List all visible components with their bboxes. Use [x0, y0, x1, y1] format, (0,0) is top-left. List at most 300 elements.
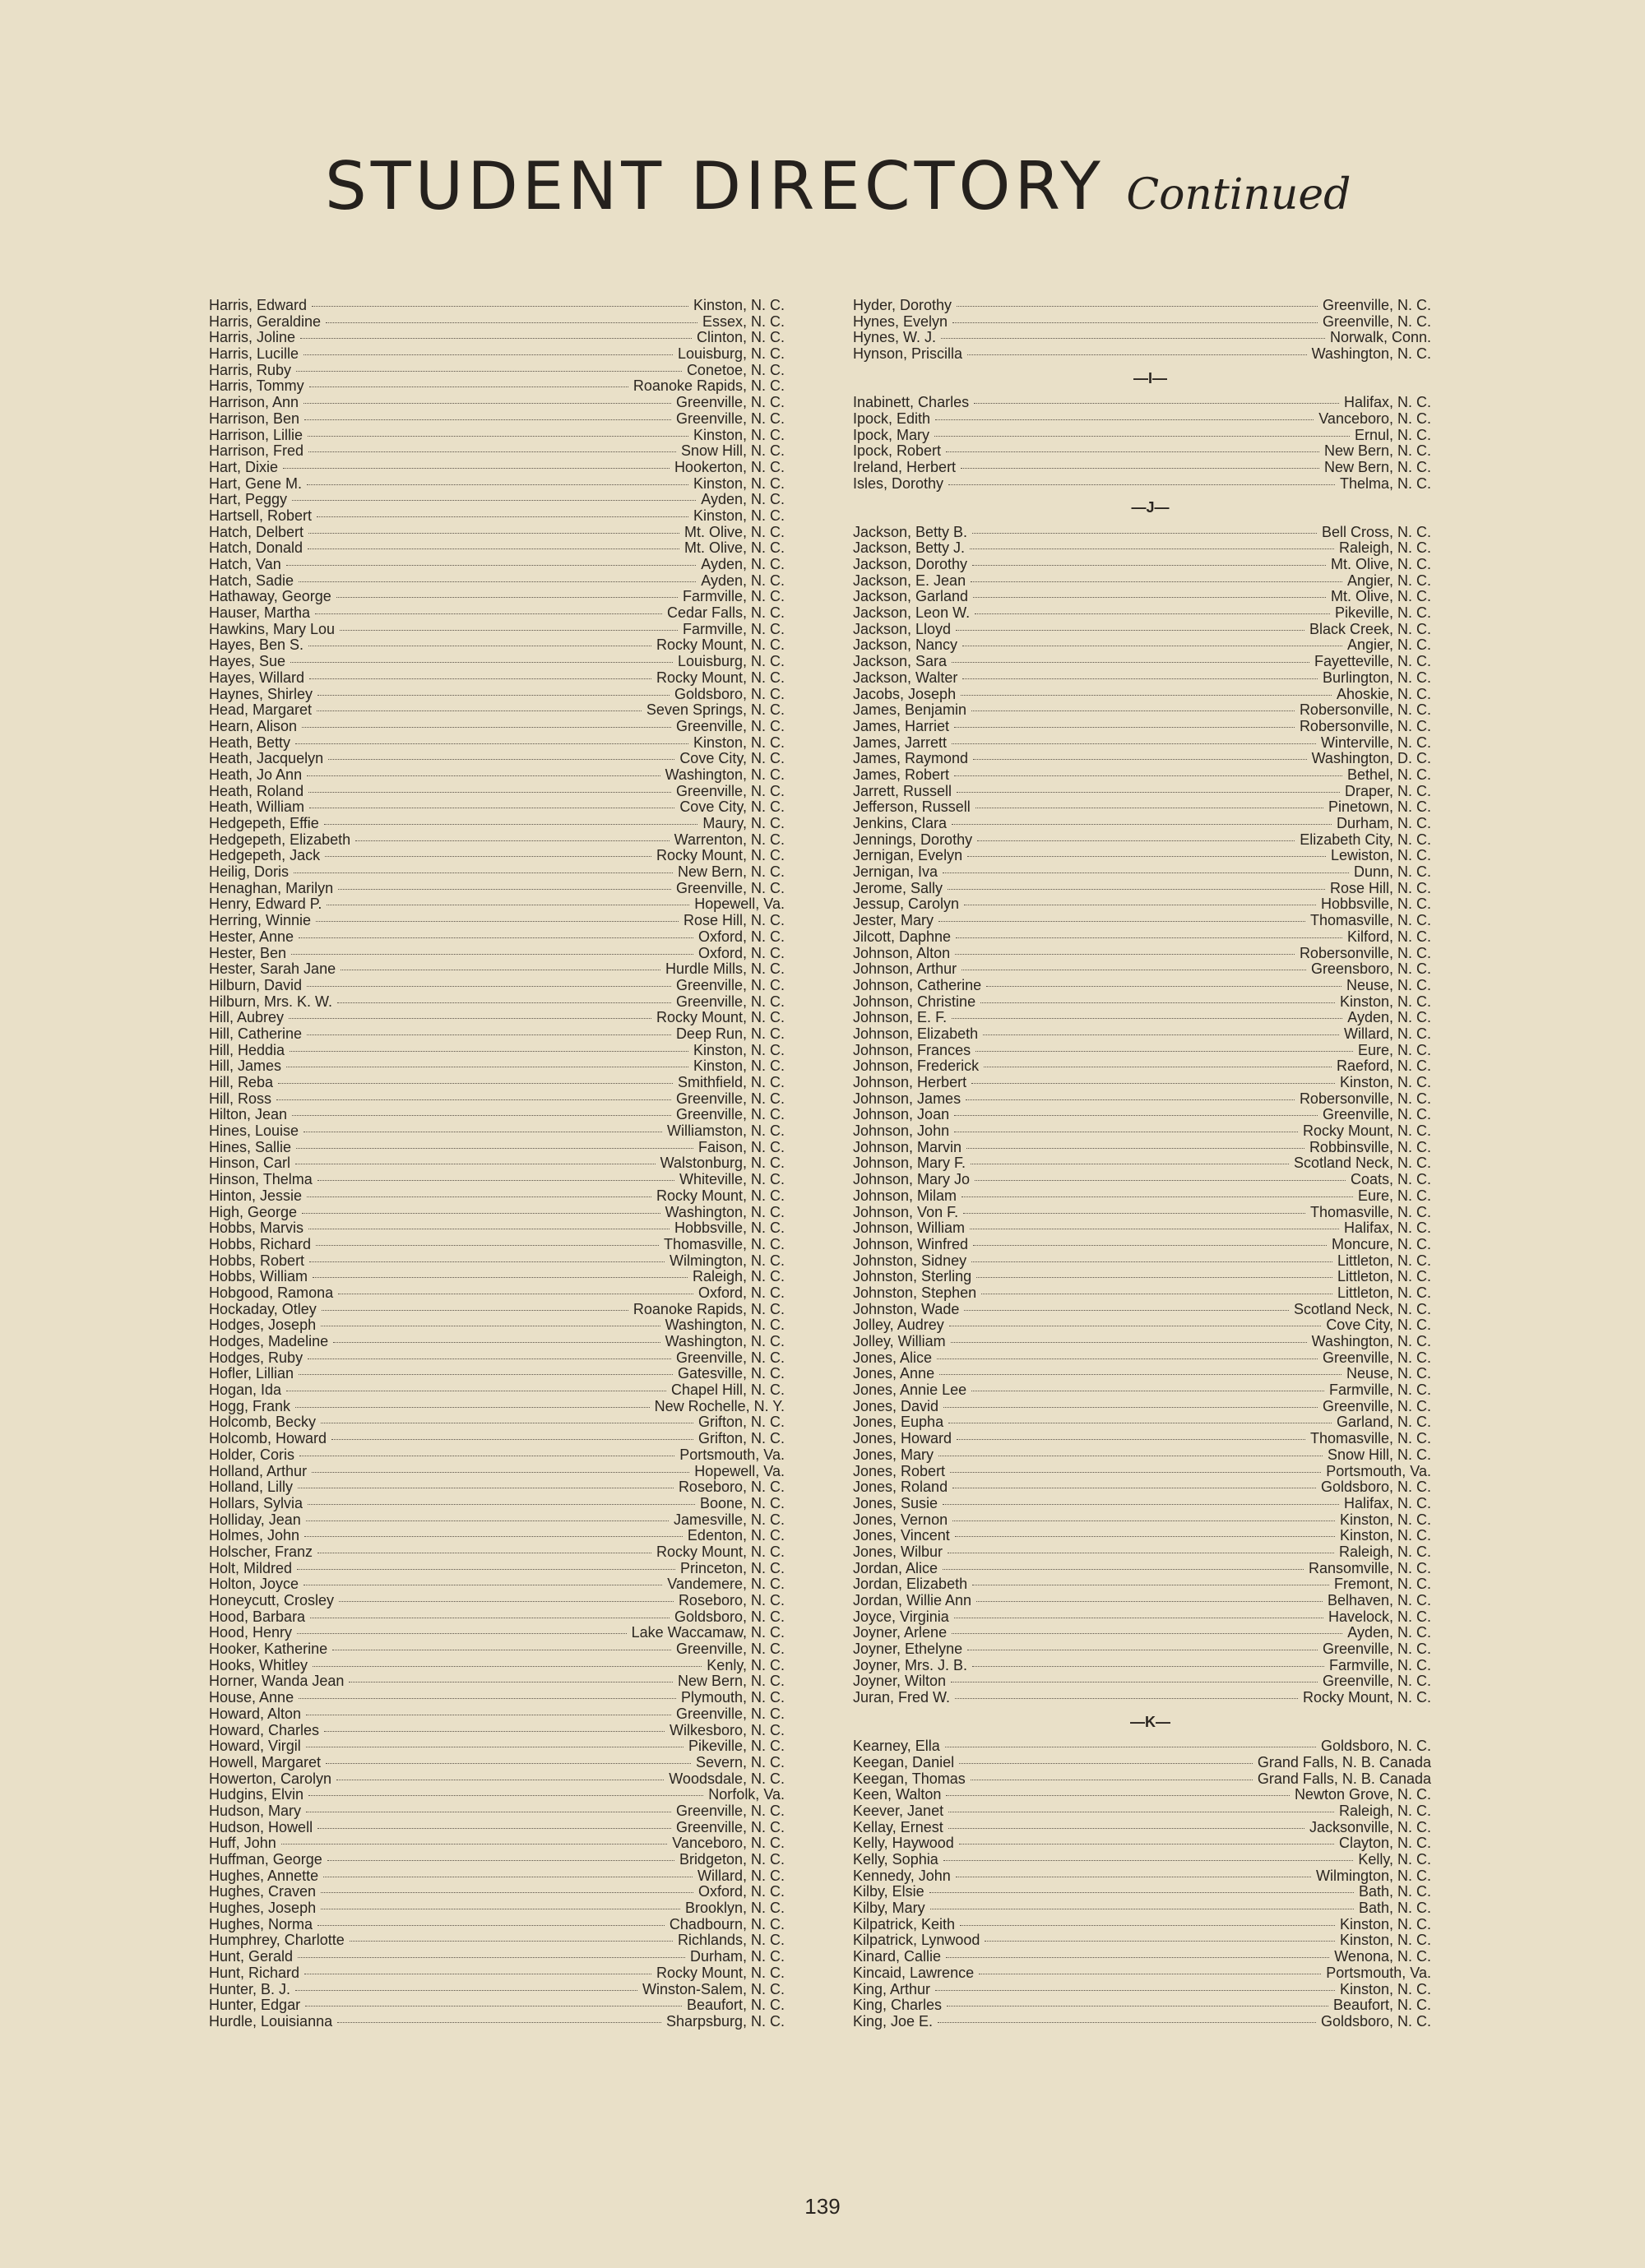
student-name: Harris, Ruby [209, 361, 292, 378]
directory-entry [853, 1302, 1431, 1318]
student-name: Kelly, Haywood [853, 1835, 954, 1852]
student-name: Hester, Sarah Jane [209, 960, 336, 978]
student-name: Hudson, Mary [209, 1802, 302, 1819]
directory-entry [853, 929, 1431, 946]
dot-leader [963, 1213, 1305, 1214]
dot-leader [971, 581, 1342, 582]
dot-leader [955, 1536, 1335, 1537]
student-name: Holscher, Franz [209, 1543, 313, 1560]
hometown: Clinton, N. C. [696, 329, 785, 346]
directory-entry [209, 654, 785, 670]
dot-leader [317, 710, 642, 711]
student-name: Jackson, Betty B. [853, 523, 968, 540]
directory-entry [209, 1285, 785, 1302]
hometown: Conetoe, N. C. [686, 361, 785, 378]
hometown: Sharpsburg, N. C. [665, 2012, 785, 2030]
directory-entry [209, 1382, 785, 1399]
directory-entry [209, 816, 785, 832]
student-name: Hobbs, Robert [209, 1252, 305, 1269]
directory-entry [209, 573, 785, 590]
directory-entry [209, 1399, 785, 1415]
dot-leader [308, 548, 679, 549]
dot-leader [295, 743, 688, 744]
student-name: Kearney, Ella [853, 1738, 940, 1755]
student-name: Hogan, Ida [209, 1382, 282, 1399]
directory-entry [853, 1155, 1431, 1172]
hometown: Chadbourn, N. C. [669, 1915, 785, 1932]
student-name: Juran, Fred W. [853, 1689, 951, 1706]
student-name: Hofler, Lillian [209, 1365, 294, 1382]
hometown: Washington, N. C. [665, 1333, 785, 1349]
hometown: Goldsboro, N. C. [674, 1608, 785, 1625]
directory-entry [209, 1673, 785, 1690]
directory-entry [853, 330, 1431, 346]
hometown: Jamesville, N. C. [673, 1511, 785, 1528]
hometown: Raleigh, N. C. [1338, 1802, 1431, 1819]
dot-leader [283, 468, 670, 469]
directory-entry [209, 1091, 785, 1108]
student-name: Jenkins, Clara [853, 815, 948, 832]
student-name: Hilburn, David [209, 976, 303, 993]
dot-leader [291, 954, 693, 955]
hometown: Cove City, N. C. [679, 750, 785, 767]
dot-leader [292, 1115, 671, 1116]
student-name: Keever, Janet [853, 1802, 944, 1819]
hometown: Fremont, N. C. [1333, 1576, 1431, 1593]
hometown: Washington, D. C. [1311, 750, 1431, 767]
dot-leader [312, 306, 688, 307]
student-name: Jones, Susie [853, 1494, 938, 1511]
dot-leader [951, 1342, 1307, 1343]
directory-entry [853, 1512, 1431, 1529]
student-name: Hatch, Donald [209, 539, 304, 557]
directory-entry [209, 1172, 785, 1188]
dot-leader [308, 1504, 695, 1505]
dot-leader [957, 1439, 1305, 1440]
directory-entry [853, 443, 1431, 460]
hometown: Winston-Salem, N. C. [642, 1980, 785, 1997]
student-name: Heath, Jo Ann [209, 766, 303, 783]
hometown: Goldsboro, N. C. [1320, 1738, 1431, 1755]
directory-entry [853, 1366, 1431, 1382]
student-name: Hilton, Jean [209, 1106, 288, 1123]
directory-entry [209, 460, 785, 476]
directory-entry [209, 525, 785, 541]
hometown: Raleigh, N. C. [1338, 1543, 1431, 1560]
hometown: Kinston, N. C. [1339, 1074, 1431, 1091]
directory-entry [209, 1010, 785, 1026]
student-name: James, Raymond [853, 750, 969, 767]
dot-leader [957, 306, 1318, 307]
directory-entry [209, 1771, 785, 1788]
directory-entry [853, 1561, 1431, 1577]
student-name: Harrison, Lillie [209, 426, 304, 443]
directory-entry [209, 1738, 785, 1755]
student-name: House, Anne [209, 1689, 294, 1706]
student-name: Kilpatrick, Keith [853, 1915, 956, 1932]
student-name: Hobgood, Ramona [209, 1284, 334, 1301]
directory-entry [209, 1334, 785, 1350]
directory-entry [853, 637, 1431, 654]
dot-leader [313, 1666, 702, 1667]
dot-leader [976, 1601, 1323, 1602]
student-name: Hunt, Gerald [209, 1948, 294, 1965]
dot-leader [307, 484, 688, 485]
dot-leader [952, 743, 1316, 744]
hometown: Rocky Mount, N. C. [656, 847, 785, 864]
student-name: Heilig, Doris [209, 863, 290, 881]
hometown: Oxford, N. C. [697, 1284, 785, 1301]
student-name: Hill, Ross [209, 1090, 272, 1107]
directory-entry [209, 1269, 785, 1285]
directory-entry [209, 735, 785, 752]
student-name: Hunt, Richard [209, 1964, 300, 1981]
hometown: Wilkesboro, N. C. [669, 1721, 785, 1738]
directory-entry [209, 1658, 785, 1674]
directory-entry [853, 816, 1431, 832]
directory-entry [853, 994, 1431, 1011]
student-name: Harris, Geraldine [209, 312, 322, 330]
dot-leader [306, 1520, 669, 1521]
student-name: Ireland, Herbert [853, 458, 957, 475]
hometown: Willard, N. C. [1343, 1025, 1431, 1042]
dot-leader [975, 1051, 1353, 1052]
page-number: 139 [804, 2194, 841, 2219]
hometown: Vanceboro, N. C. [672, 1835, 785, 1852]
student-name: Holmes, John [209, 1527, 300, 1544]
dot-leader [326, 322, 697, 323]
hometown: Roseboro, N. C. [678, 1479, 785, 1496]
section-letter-heading: —K— [1130, 1713, 1170, 1730]
student-name: Humphrey, Charlotte [209, 1932, 345, 1949]
hometown: Kinston, N. C. [1339, 993, 1431, 1010]
directory-entry [209, 1561, 785, 1577]
hometown: New Bern, N. C. [677, 1673, 785, 1690]
student-name: Hauser, Martha [209, 604, 311, 622]
student-name: Holcomb, Howard [209, 1430, 327, 1447]
hometown: Thomasville, N. C. [1309, 1430, 1431, 1447]
hometown: Washington, N. C. [665, 766, 785, 783]
hometown: Robbinsville, N. C. [1309, 1138, 1431, 1155]
title-continued: Continued [1126, 170, 1351, 220]
directory-entry [209, 1431, 785, 1447]
hometown: Kinston, N. C. [1339, 1915, 1431, 1932]
student-name: Johnson, Herbert [853, 1074, 967, 1091]
dot-leader [937, 1358, 1318, 1359]
directory-entry [853, 1787, 1431, 1803]
dot-leader [948, 889, 1325, 890]
hometown: Elizabeth City, N. C. [1300, 831, 1431, 848]
student-name: Hooker, Katherine [209, 1641, 328, 1658]
student-name: Kincaid, Lawrence [853, 1964, 975, 1981]
hometown: Mt. Olive, N. C. [1330, 588, 1431, 605]
hometown: Ransomville, N. C. [1308, 1559, 1431, 1576]
student-name: Howard, Charles [209, 1721, 320, 1738]
student-name: Hughes, Annette [209, 1867, 319, 1884]
hometown: Lewiston, N. C. [1330, 847, 1431, 864]
dot-leader [295, 1990, 637, 1991]
hometown: Rocky Mount, N. C. [1302, 1689, 1431, 1706]
dot-leader [278, 1083, 673, 1084]
directory-entry [853, 1835, 1431, 1852]
hometown: Brooklyn, N. C. [684, 1900, 785, 1917]
dot-leader [941, 338, 1325, 339]
hometown: Maury, N. C. [702, 815, 785, 831]
hometown: Boone, N. C. [699, 1494, 785, 1511]
student-name: Johnston, Sterling [853, 1268, 972, 1285]
directory-entry [209, 1884, 785, 1900]
hometown: Robersonville, N. C. [1299, 701, 1431, 719]
directory-entry [853, 881, 1431, 897]
hometown: Thomasville, N. C. [663, 1235, 785, 1252]
dot-leader [286, 565, 697, 566]
hometown: Kilford, N. C. [1346, 928, 1431, 945]
directory-entry [209, 1690, 785, 1706]
dot-leader [943, 1569, 1304, 1570]
dot-leader [298, 1957, 685, 1958]
student-name: Hollars, Sylvia [209, 1494, 304, 1511]
directory-entry [209, 1464, 785, 1480]
student-name: Jones, Annie Lee [853, 1382, 967, 1399]
directory-entry [853, 1058, 1431, 1075]
hometown: Halifax, N. C. [1343, 1220, 1431, 1237]
directory-entry [209, 961, 785, 978]
hometown: Beaufort, N. C. [686, 1997, 785, 2014]
student-name: James, Harriet [853, 717, 950, 734]
directory-entry [209, 363, 785, 379]
directory-entry [209, 784, 785, 800]
student-name: Haynes, Shirley [209, 685, 313, 702]
dot-leader [294, 872, 673, 873]
student-name: Hayes, Willard [209, 669, 305, 686]
hometown: Rocky Mount, N. C. [656, 636, 785, 654]
dot-leader [338, 889, 671, 890]
directory-entry [853, 605, 1431, 622]
hometown: Rocky Mount, N. C. [656, 1009, 785, 1026]
student-name: Hatch, Delbert [209, 523, 304, 540]
directory-entry [209, 1447, 785, 1464]
student-name: Holland, Lilly [209, 1479, 294, 1496]
dot-leader [948, 484, 1335, 485]
directory-entry [853, 1464, 1431, 1480]
hometown: Mt. Olive, N. C. [683, 523, 785, 540]
dot-leader [324, 824, 698, 825]
student-name: Hill, Aubrey [209, 1009, 285, 1026]
student-name: Hearn, Alison [209, 717, 298, 734]
hometown: Oxford, N. C. [697, 1883, 785, 1900]
student-name: Jones, Eupha [853, 1414, 944, 1431]
hometown: Plymouth, N. C. [680, 1689, 785, 1706]
directory-entry [853, 1917, 1431, 1933]
directory-entry [853, 1658, 1431, 1674]
directory-entry [853, 1414, 1431, 1431]
dot-leader [336, 597, 678, 598]
student-name: Jilcott, Daphne [853, 928, 952, 945]
hometown: Fayetteville, N. C. [1314, 653, 1431, 670]
directory-entry [853, 1447, 1431, 1464]
directory-entry [853, 1075, 1431, 1091]
dot-leader [331, 1439, 693, 1440]
hometown: Roanoke Rapids, N. C. [633, 1300, 785, 1317]
student-name: Johnson, Joan [853, 1106, 950, 1123]
student-name: James, Benjamin [853, 701, 967, 719]
directory-entry [209, 1820, 785, 1836]
student-name: Isles, Dorothy [853, 474, 944, 492]
student-name: Jones, Alice [853, 1349, 933, 1366]
dot-leader [952, 824, 1332, 825]
student-name: Hood, Barbara [209, 1608, 306, 1625]
dot-leader [943, 1860, 1354, 1861]
student-name: Holt, Mildred [209, 1559, 293, 1576]
dot-leader [290, 662, 673, 663]
dot-leader [317, 1828, 671, 1829]
hometown: Vanceboro, N. C. [1318, 410, 1431, 427]
directory-entry [209, 832, 785, 849]
directory-entry [209, 1220, 785, 1237]
student-name: Hockaday, Otley [209, 1300, 317, 1317]
directory-entry [209, 1544, 785, 1561]
hometown: Goldsboro, N. C. [1320, 1479, 1431, 1496]
directory-entry [853, 1220, 1431, 1237]
student-name: Hynson, Priscilla [853, 345, 963, 363]
dot-leader [973, 597, 1326, 598]
hometown: Greenville, N. C. [675, 976, 785, 993]
directory-entry [209, 1609, 785, 1626]
directory-entry [209, 799, 785, 816]
student-name: Jackson, Garland [853, 588, 969, 605]
hometown: Dunn, N. C. [1353, 863, 1431, 881]
student-name: Jones, Mary [853, 1446, 934, 1463]
directory-entry [209, 605, 785, 622]
dot-leader [317, 516, 688, 517]
dot-leader [304, 1536, 683, 1537]
hometown: Coats, N. C. [1350, 1171, 1431, 1188]
dot-leader [308, 451, 676, 452]
hometown: Rocky Mount, N. C. [656, 1964, 785, 1981]
hometown: Burlington, N. C. [1322, 669, 1431, 686]
directory-entry [853, 1399, 1431, 1415]
dot-leader [307, 1196, 651, 1197]
student-name: Jordan, Alice [853, 1559, 938, 1576]
hometown: Halifax, N. C. [1343, 1494, 1431, 1511]
hometown: Richlands, N. C. [677, 1932, 785, 1949]
hometown: Robersonville, N. C. [1299, 1090, 1431, 1107]
directory-entry [209, 1787, 785, 1803]
dot-leader [938, 921, 1305, 922]
dot-leader [296, 1148, 693, 1149]
student-name: King, Charles [853, 1997, 943, 2014]
hometown: Lake Waccamaw, N. C. [631, 1624, 785, 1641]
student-name: Jackson, Nancy [853, 636, 958, 654]
hometown: Greenville, N. C. [675, 1802, 785, 1819]
dot-leader [934, 436, 1350, 437]
dot-leader [952, 1520, 1335, 1521]
page-title [325, 148, 1394, 224]
dot-leader [300, 338, 692, 339]
hometown: Mt. Olive, N. C. [1330, 556, 1431, 573]
dot-leader [973, 759, 1307, 760]
student-name: Johnson, John [853, 1122, 950, 1140]
hometown: Norfolk, Va. [708, 1786, 785, 1803]
dot-leader [943, 872, 1349, 873]
student-name: Hatch, Sadie [209, 572, 294, 589]
student-name: Harris, Tommy [209, 377, 304, 395]
hometown: Greensboro, N. C. [1310, 960, 1431, 978]
hometown: Hobbsville, N. C. [1320, 896, 1431, 913]
dot-leader [956, 937, 1342, 938]
student-name: Johnson, Elizabeth [853, 1025, 979, 1042]
hometown: Woodsdale, N. C. [669, 1770, 785, 1787]
student-name: Holland, Arthur [209, 1462, 308, 1479]
dot-leader [340, 630, 678, 631]
dot-leader [946, 451, 1319, 452]
student-name: Holton, Joyce [209, 1576, 299, 1593]
directory-entry [853, 395, 1431, 411]
directory-entry [209, 702, 785, 719]
directory-entry [209, 557, 785, 573]
hometown: Winterville, N. C. [1320, 734, 1431, 751]
hometown: Cove City, N. C. [1326, 1317, 1431, 1334]
directory-entry [209, 378, 785, 395]
hometown: Greenville, N. C. [1322, 1641, 1431, 1658]
directory-entry [209, 687, 785, 703]
student-name: Johnson, Frances [853, 1041, 971, 1058]
hometown: Kinston, N. C. [1339, 1511, 1431, 1528]
dot-leader [962, 1196, 1353, 1197]
directory-entry [853, 298, 1431, 314]
student-name: Jones, David [853, 1397, 939, 1414]
student-name: Jones, Vernon [853, 1511, 948, 1528]
student-name: Harrison, Ben [209, 410, 300, 427]
student-name: King, Arthur [853, 1980, 931, 1997]
directory-entry [209, 978, 785, 994]
hometown: Warrenton, N. C. [674, 831, 785, 848]
hometown: Rocky Mount, N. C. [656, 1187, 785, 1204]
student-name: Jessup, Carolyn [853, 896, 960, 913]
student-name: Johnson, E. F. [853, 1009, 948, 1026]
dot-leader [299, 937, 693, 938]
hometown: Whiteville, N. C. [679, 1171, 785, 1188]
directory-entry [209, 346, 785, 363]
student-name: Hines, Sallie [209, 1138, 292, 1155]
dot-leader [971, 1083, 1335, 1084]
directory-entry [853, 476, 1431, 493]
student-name: Johnston, Stephen [853, 1284, 977, 1301]
student-name: Johnson, Mary Jo [853, 1171, 971, 1188]
directory-entry [853, 1544, 1431, 1561]
student-name: Kennedy, John [853, 1867, 951, 1884]
directory-entry [853, 1107, 1431, 1123]
directory-entry [853, 525, 1431, 541]
directory-entry [853, 1593, 1431, 1609]
hometown: Greenville, N. C. [1322, 297, 1431, 313]
dot-leader [952, 322, 1318, 323]
student-name: Jordan, Elizabeth [853, 1576, 968, 1593]
directory-entry [209, 1317, 785, 1334]
directory-entry [853, 1188, 1431, 1205]
hometown: Hookerton, N. C. [674, 458, 785, 475]
student-name: Hudson, Howell [209, 1818, 313, 1835]
student-name: Hart, Dixie [209, 458, 279, 475]
directory-entry [853, 1496, 1431, 1512]
dot-leader [935, 419, 1314, 420]
dot-leader [304, 403, 671, 404]
dot-leader [983, 1034, 1339, 1035]
student-name: Johnson, James [853, 1090, 962, 1107]
student-name: Hill, Heddia [209, 1041, 285, 1058]
hometown: Belhaven, N. C. [1327, 1592, 1431, 1609]
student-name: Jackson, Dorothy [853, 556, 968, 573]
